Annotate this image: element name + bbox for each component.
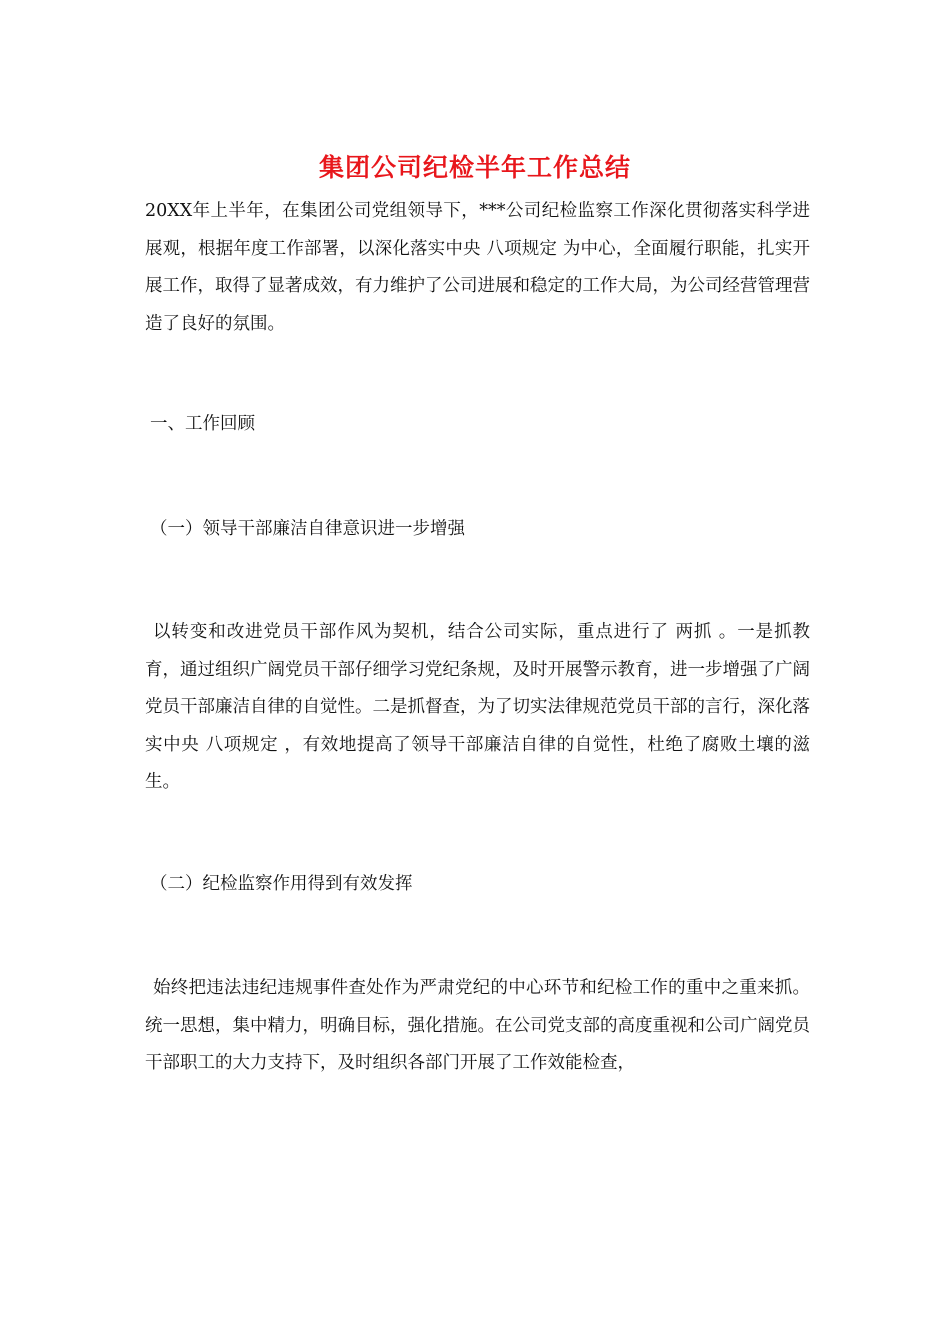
document-title: 集团公司纪检半年工作总结 bbox=[318, 153, 631, 182]
subsection-1-paragraph: 以转变和改进党员干部作风为契机，结合公司实际，重点进行了 两抓 。一是抓教育，通过组织广阔党员干部仔细学习党纪条规，及时开展警示教育，进一步增强了广阔党员干部廉洁自律的自觉性。二是抓督查，为了切实法律规范党员干部的言行，深化落实中央 八项规定 ，有效地提高了领导干部廉洁自律的自觉性，杜绝了腐败土壤的滋生。 bbox=[145, 622, 810, 792]
subsection-2-paragraph: 始终把违法违纪违规事件查处作为严肃党纪的中心环节和纪检工作的重中之重来抓。统一思想，集中精力，明确目标，强化措施。在公司党支部的高度重视和公司广阔党员干部职工的大力支持下，及时组织各部门开展了工作效能检查， bbox=[145, 978, 810, 1073]
subsection-heading-2: （二）纪检监察作用得到有效发挥 bbox=[150, 874, 413, 894]
intro-paragraph: 20XX年上半年，在集团公司党组领导下，***公司纪检监察工作深化贯彻落实科学进展观，根据年度工作部署，以深化落实中央 八项规定 为中心，全面履行职能，扎实开展工作，取得了显著成效，有力维护了公司进展和稳定的工作大局，为公司经营管理营造了良好的氛围。 bbox=[145, 201, 810, 334]
section-heading-work-review: 一、工作回顾 bbox=[150, 414, 255, 434]
subsection-heading-1: （一）领导干部廉洁自律意识进一步增强 bbox=[150, 519, 465, 539]
